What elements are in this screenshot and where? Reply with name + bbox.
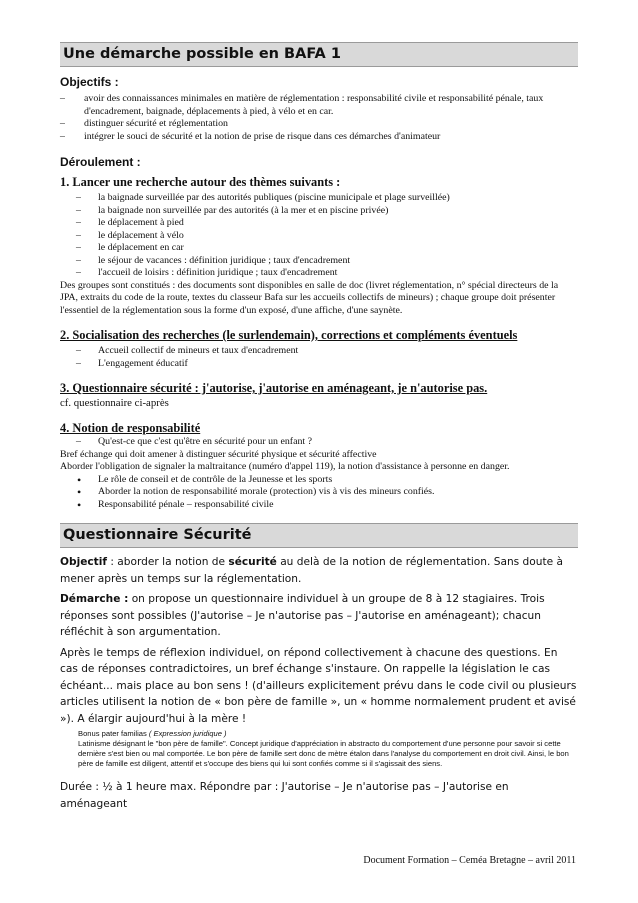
note-title bbox=[78, 729, 578, 739]
objectifs-list bbox=[60, 93, 578, 143]
objectif-paragraph bbox=[60, 554, 578, 587]
duree-paragraph: Durée : ½ à 1 heure max. Répondre par : J'autorise – Je n'autorise pas – J'autorise en aménageant bbox=[60, 781, 509, 810]
list-item: – l'accueil de loisirs : définition juridique ; taux d'encadrement bbox=[60, 267, 578, 280]
step-heading: 1. Lancer une recherche autour des thèmes suivants : bbox=[60, 175, 341, 189]
deroulement-heading: Déroulement : bbox=[60, 155, 141, 169]
list-item: – Qu'est-ce que c'est qu'être en sécurité pour un enfant ? bbox=[60, 436, 578, 449]
step4-bullet-list bbox=[60, 474, 578, 512]
section-title: Une démarche possible en BAFA 1 bbox=[60, 42, 578, 67]
step-text: cf. questionnaire ci-après bbox=[60, 397, 169, 409]
list-item: • Responsabilité pénale – responsabilité civile bbox=[60, 499, 578, 512]
definition-note bbox=[60, 729, 578, 769]
list-item: – le séjour de vacances : définition juridique ; taux d'encadrement bbox=[60, 255, 578, 268]
step-paragraph: Des groupes sont constitués : des documents sont disponibles en salle de doc (livret réglementation, n° spécial directeurs de la JPA, extraits du code de la route, textes du classeur Bafa sur les accueils collectifs de mineurs) ; chaque groupe doit présenter l'essentiel de la réglementation sous la forme d'un exposé, d'une affiche, d'une saynète. bbox=[60, 279, 559, 316]
note-title-italic: ( Expression juridique ) bbox=[148, 729, 227, 738]
step-line: Bref échange qui doit amener à distinguer sécurité physique et sécurité affective bbox=[60, 448, 377, 460]
list-item: – avoir des connaissances minimales en matière de réglementation : responsabilité civile et responsabilité pénale, taux d'encadrement, baignade, déplacements à pied, à vélo et en car. bbox=[60, 93, 578, 118]
step-line: Aborder l'obligation de signaler la maltraitance (numéro d'appel 119), la notion d'assistance à personne en danger. bbox=[60, 461, 510, 472]
objectifs-heading: Objectifs : bbox=[60, 75, 119, 89]
list-item: • Le rôle de conseil et de contrôle de la Jeunesse et les sports bbox=[60, 474, 578, 487]
objectif-bold: sécurité bbox=[228, 556, 277, 568]
list-item: – la baignade non surveillée par des autorités (à la mer et en piscine privée) bbox=[60, 205, 578, 218]
step-heading: 2. Socialisation des recherches (le surlendemain), corrections et compléments éventuels bbox=[60, 328, 518, 342]
list-item: – Accueil collectif de mineurs et taux d'encadrement bbox=[60, 345, 578, 358]
list-item: – distinguer sécurité et réglementation bbox=[60, 118, 578, 131]
list-item: • Aborder la notion de responsabilité morale (protection) vis à vis des mineurs confiés. bbox=[60, 486, 578, 499]
themes-list bbox=[60, 192, 578, 280]
objectif-label: Objectif bbox=[60, 556, 107, 568]
demarche-label: Démarche : bbox=[60, 593, 129, 605]
demarche-paragraph bbox=[60, 591, 578, 641]
list-item: – le déplacement à pied bbox=[60, 217, 578, 230]
step-heading: 3. Questionnaire sécurité : j'autorise, j'autorise en aménageant, je n'autorise pas. bbox=[60, 381, 488, 395]
list-item: – L'engagement éducatif bbox=[60, 358, 578, 371]
step4-dash-list bbox=[60, 436, 578, 449]
list-item: – le déplacement à vélo bbox=[60, 230, 578, 243]
objectif-text: : aborder la notion de bbox=[107, 556, 229, 568]
list-item: – la baignade surveillée par des autorités publiques (piscine municipale et plage surveillée) bbox=[60, 192, 578, 205]
note-title-text: Bonus pater familias bbox=[78, 729, 149, 738]
step2-list bbox=[60, 345, 578, 370]
list-item: – le déplacement en car bbox=[60, 242, 578, 255]
note-text: Latinisme désignant le "bon père de famille". Concept juridique d'appréciation in abstracto du comportement d'une personne pour savoir si cette dernière s'est bien ou mal comportée. Le bon père de famille sert donc de mètre étalon dans l'analyse du comportement en droit civil. Ainsi, le bon père de famille est diligent, attentif et s'occupe des biens qui lui sont confiés comme si il s'agissait des siens. bbox=[78, 739, 569, 768]
apres-paragraph: Après le temps de réflexion individuel, on répond collectivement à chacune des questions. En cas de réponses contradictoires, un bref échange s'instaure. On rappelle la législation le cas échéant... mais place au bon sens ! (d'ailleurs explicitement prévu dans le code civil ou plusieurs articles utilisent la notion de « bon père de famille », un « homme normalement prudent et avisé »). A élargir aujourd'hui à la mère ! bbox=[60, 646, 577, 725]
objectif-text: au delà de la notion de réglementation. Sans doute à mener après un temps sur la réglementation. bbox=[60, 556, 564, 585]
section-title: Questionnaire Sécurité bbox=[60, 523, 578, 548]
step-heading: 4. Notion de responsabilité bbox=[60, 421, 201, 435]
page-footer: Document Formation – Ceméa Bretagne – avril 2011 bbox=[363, 855, 576, 866]
document-page bbox=[60, 42, 578, 812]
list-item: – intégrer le souci de sécurité et la notion de prise de risque dans ces démarches d'animateur bbox=[60, 131, 578, 144]
demarche-text: on propose un questionnaire individuel à un groupe de 8 à 12 stagiaires. Trois réponses sont possibles (J'autorise – Je n'autorise pas – J'autorise en aménageant); chacun réfléchit à son argumentation. bbox=[60, 593, 545, 638]
